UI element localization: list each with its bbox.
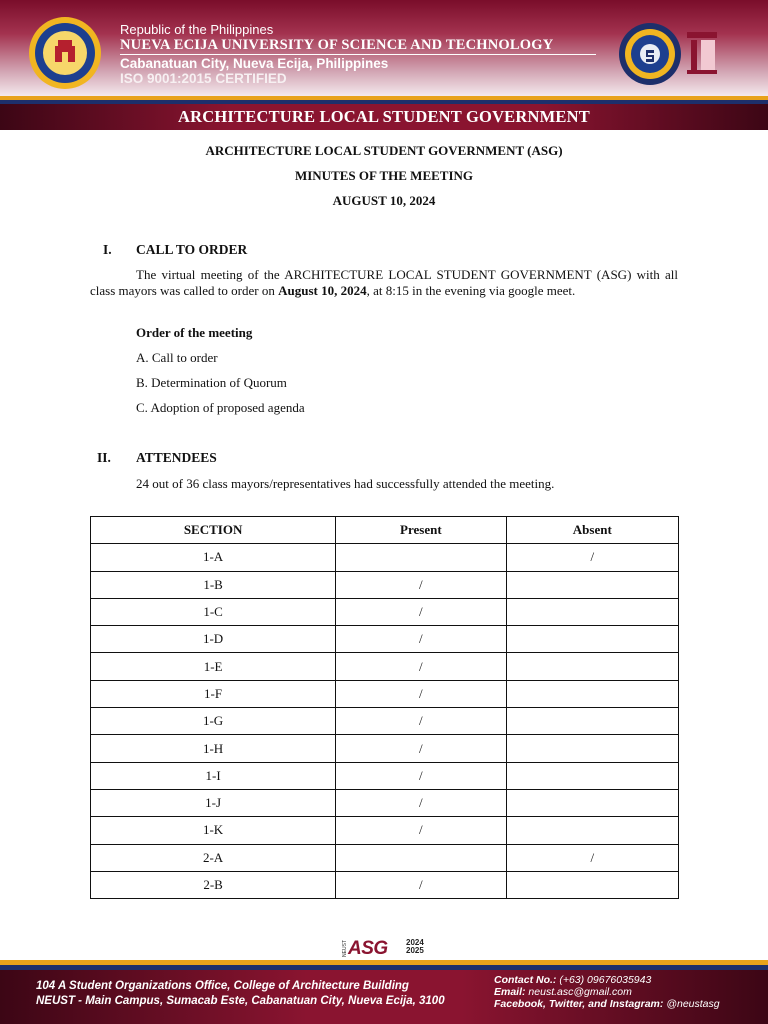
cell-absent: / <box>506 544 678 571</box>
footer <box>0 970 768 1024</box>
cell-section: 1-J <box>91 789 336 816</box>
cell-absent <box>506 762 678 789</box>
cell-present: / <box>336 817 506 844</box>
footer-address <box>36 979 445 1009</box>
table-row <box>91 871 679 898</box>
order-item: B. Determination of Quorum <box>136 375 287 390</box>
contact-social <box>494 998 720 1010</box>
call-to-order-paragraph <box>90 267 678 299</box>
table-row <box>91 789 679 816</box>
cell-section: 1-F <box>91 680 336 707</box>
asg-logo-mark: ASG <box>348 938 388 959</box>
social-value: @neustasg <box>663 998 720 1010</box>
cell-present: / <box>336 626 506 653</box>
social-label: Facebook, Twitter, and Instagram: <box>494 998 664 1010</box>
paragraph-text-end: , at 8:15 in the evening via google meet. <box>366 283 576 298</box>
table-row <box>91 735 679 762</box>
letterhead <box>0 0 768 96</box>
order-item: C. Adoption of proposed agenda <box>136 400 305 415</box>
attendance-table <box>90 516 679 899</box>
document-title: ARCHITECTURE LOCAL STUDENT GOVERNMENT (ASG) <box>205 143 563 158</box>
table-body <box>91 544 679 899</box>
cell-absent <box>506 653 678 680</box>
letterhead-rule <box>120 54 596 55</box>
contact-label: Contact No.: <box>494 974 557 986</box>
organization-banner: ARCHITECTURE LOCAL STUDENT GOVERNMENT <box>0 104 768 130</box>
section-number: I. <box>103 242 112 257</box>
cell-present <box>336 844 506 871</box>
cell-section: 1-H <box>91 735 336 762</box>
cell-present: / <box>336 735 506 762</box>
footer-contacts <box>494 974 720 1010</box>
document-subtitle: MINUTES OF THE MEETING <box>294 168 474 183</box>
asg-logo-neust: NEUST <box>342 940 348 957</box>
cell-section: 1-I <box>91 762 336 789</box>
cell-absent <box>506 571 678 598</box>
cell-section: 1-E <box>91 653 336 680</box>
cell-present: / <box>336 571 506 598</box>
university-name: NUEVA ECIJA UNIVERSITY OF SCIENCE AND TECHNOLOGY <box>120 37 554 53</box>
cell-absent: / <box>506 844 678 871</box>
cell-section: 1-C <box>91 598 336 625</box>
column-header-section: SECTION <box>91 517 336 544</box>
table-row <box>91 571 679 598</box>
cell-absent <box>506 789 678 816</box>
student-government-seal-icon <box>618 22 682 86</box>
cell-present: / <box>336 653 506 680</box>
section-number: II. <box>97 450 111 465</box>
cell-present: / <box>336 789 506 816</box>
address-line-1: 104 A Student Organizations Office, College of Architecture Building <box>36 980 409 992</box>
attendance-summary: 24 out of 36 class mayors/representatives had successfully attended the meeting. <box>136 476 555 491</box>
table-row <box>91 653 679 680</box>
university-address: Cabanatuan City, Nueva Ecija, Philippines <box>120 56 389 71</box>
contact-number <box>494 974 720 986</box>
contact-email <box>494 986 720 998</box>
cell-present: / <box>336 871 506 898</box>
cell-absent <box>506 817 678 844</box>
asg-logo <box>342 938 432 958</box>
column-header-absent: Absent <box>506 517 678 544</box>
contact-value: (+63) 09676035943 <box>556 974 652 986</box>
email-value: neust.asc@gmail.com <box>525 986 632 998</box>
table-row <box>91 598 679 625</box>
cell-present: / <box>336 598 506 625</box>
section-heading: CALL TO ORDER <box>136 242 248 257</box>
cell-absent <box>506 680 678 707</box>
table-row <box>91 626 679 653</box>
meeting-date: AUGUST 10, 2024 <box>332 193 436 208</box>
table-header-row <box>91 517 679 544</box>
table-row <box>91 762 679 789</box>
asg-logo-year-start: 2024 <box>406 938 424 947</box>
cell-absent <box>506 598 678 625</box>
letterhead-text <box>120 22 596 86</box>
table-row <box>91 844 679 871</box>
section-heading: ATTENDEES <box>136 450 217 465</box>
architecture-college-logo-icon <box>683 28 723 76</box>
iso-certification: ISO 9001:2015 CERTIFIED <box>120 71 287 86</box>
address-line-2: NEUST - Main Campus, Sumacab Este, Cabanatuan City, Nueva Ecija, 3100 <box>36 995 445 1007</box>
cell-present <box>336 544 506 571</box>
cell-present: / <box>336 708 506 735</box>
cell-section: 1-D <box>91 626 336 653</box>
order-heading: Order of the meeting <box>136 325 253 340</box>
cell-section: 1-G <box>91 708 336 735</box>
cell-absent <box>506 871 678 898</box>
cell-section: 1-K <box>91 817 336 844</box>
cell-section: 2-B <box>91 871 336 898</box>
university-seal-icon <box>28 16 102 90</box>
column-header-present: Present <box>336 517 506 544</box>
table-row <box>91 708 679 735</box>
cell-absent <box>506 626 678 653</box>
paragraph-text: The virtual meeting of the ARCHITECTURE LOCAL STUDENT GOVERNMENT (ASG) with all class mayors was called to order on <box>90 267 678 298</box>
asg-logo-years <box>406 939 424 955</box>
table-row <box>91 544 679 571</box>
cell-present: / <box>336 680 506 707</box>
table-row <box>91 680 679 707</box>
cell-section: 1-B <box>91 571 336 598</box>
asg-logo-year-end: 2025 <box>406 946 424 955</box>
cell-section: 2-A <box>91 844 336 871</box>
table-row <box>91 817 679 844</box>
order-item: A. Call to order <box>136 350 218 365</box>
cell-absent <box>506 708 678 735</box>
email-label: Email: <box>494 986 526 998</box>
cell-section: 1-A <box>91 544 336 571</box>
cell-present: / <box>336 762 506 789</box>
paragraph-date: August 10, 2024 <box>278 283 367 298</box>
cell-absent <box>506 735 678 762</box>
republic-line: Republic of the Philippines <box>120 22 274 37</box>
